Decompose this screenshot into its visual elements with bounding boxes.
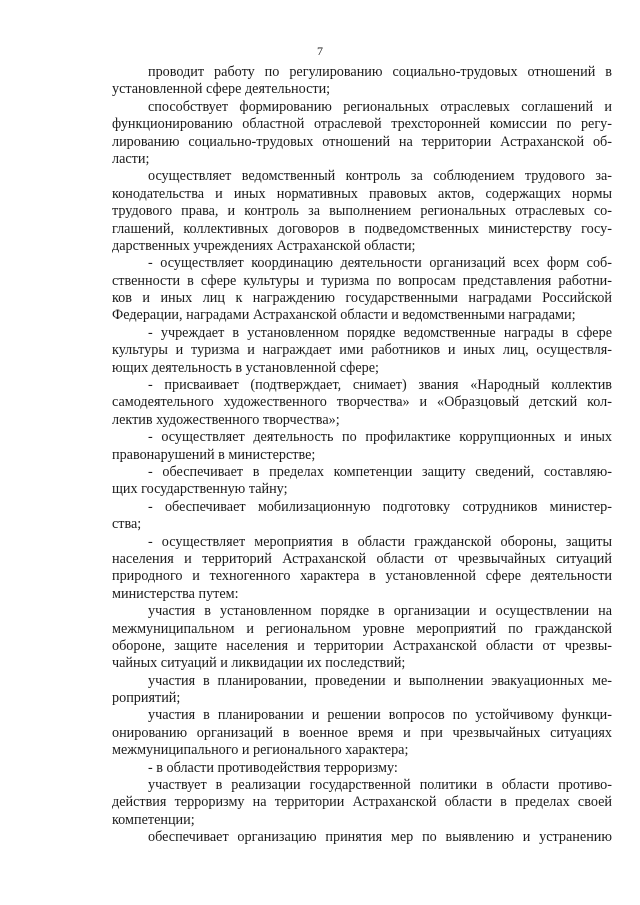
- text-line: функционированию областной отраслевой трехсторонней комиссии по регу-: [112, 116, 612, 133]
- text-line: природного и техногенного характера в установленной сфере деятельности: [112, 568, 612, 585]
- text-line: щих государственную тайну;: [112, 481, 288, 498]
- text-line: ющих деятельность в установленной сфере;: [112, 359, 379, 376]
- text-line: - присваивает (подтверждает, снимает) звания «Народный коллектив: [148, 377, 612, 394]
- text-line: самодеятельного художественного творчества» и «Образцовый детский кол-: [112, 394, 612, 411]
- text-line: роприятий;: [112, 690, 181, 707]
- text-line: Федерации, наградами Астраханской области и ведомственными наградами;: [112, 307, 576, 324]
- text-line: установленной сфере деятельности;: [112, 81, 331, 98]
- text-line: осуществляет ведомственный контроль за соблюдением трудового за-: [148, 168, 612, 185]
- text-line: - осуществляет мероприятия в области гражданской обороны, защиты: [148, 533, 612, 550]
- text-line: - осуществляет координацию деятельности организаций всех форм соб-: [148, 255, 612, 272]
- text-line: действия терроризму на территории Астраханской области в пределах своей: [112, 794, 612, 811]
- text-line: населения и территорий Астраханской области от чрезвычайных ситуаций: [112, 550, 612, 567]
- text-line: лектив художественного творчества»;: [112, 411, 340, 428]
- text-line: - обеспечивает в пределах компетенции защиту сведений, составляю-: [148, 463, 612, 480]
- text-line: министерства путем:: [112, 585, 239, 602]
- text-line: компетенции;: [112, 811, 195, 828]
- text-line: обороне, защите населения и территории Астраханской области от чрезвы-: [112, 637, 612, 654]
- text-line: участия в планировании, проведении и выполнении эвакуационных ме-: [148, 672, 612, 689]
- text-line: ков и иных лиц к награждению государственными наградами Российской: [112, 290, 612, 307]
- text-line: межмуниципальном и региональном уровне мероприятий по гражданской: [112, 620, 612, 637]
- text-line: правонарушений в министерстве;: [112, 446, 316, 463]
- text-line: ственности в сфере культуры и туризма по вопросам представления работни-: [112, 272, 612, 289]
- text-line: глашений, коллективных договоров в подведомственных министерству госу-: [112, 220, 612, 237]
- text-line: культуры и туризма и награждает ими работников и иных лиц, осуществля-: [112, 342, 612, 359]
- text-line: обеспечивает организацию принятия мер по выявлению и устранению: [148, 829, 612, 846]
- document-body: [112, 64, 612, 847]
- text-line: - обеспечивает мобилизационную подготовку сотрудников министер-: [148, 498, 612, 515]
- text-line: онированию организаций в военное время и при чрезвычайных ситуациях: [112, 724, 612, 741]
- text-line: участвует в реализации государственной политики в области противо-: [148, 777, 612, 794]
- text-line: участия в установленном порядке в организации и осуществлении на: [148, 603, 612, 620]
- text-line: - осуществляет деятельность по профилактике коррупционных и иных: [148, 429, 612, 446]
- page-number: 7: [317, 44, 323, 58]
- text-line: лированию социально-трудовых отношений на территории Астраханской об-: [112, 133, 612, 150]
- text-line: проводит работу по регулированию социально-трудовых отношений в: [148, 64, 612, 80]
- text-line: межмуниципального и регионального характера;: [112, 742, 409, 759]
- text-line: дарственных учреждениях Астраханской области;: [112, 237, 416, 254]
- text-line: чайных ситуаций и ликвидации их последствий;: [112, 655, 406, 672]
- text-line: - учреждает в установленном порядке ведомственные награды в сфере: [148, 324, 612, 341]
- text-line: трудового права, и контроль за выполнением региональных отраслевых со-: [112, 203, 612, 220]
- text-line: ласти;: [112, 150, 150, 167]
- text-line: способствует формированию региональных отраслевых соглашений и: [148, 98, 612, 115]
- text-line: участия в планировании и решении вопросов по устойчивому функци-: [148, 707, 612, 724]
- text-line: ства;: [112, 516, 142, 533]
- text-line: - в области противодействия терроризму:: [148, 759, 398, 776]
- text-line: конодательства и иных нормативных правовых актов, содержащих нормы: [112, 185, 612, 202]
